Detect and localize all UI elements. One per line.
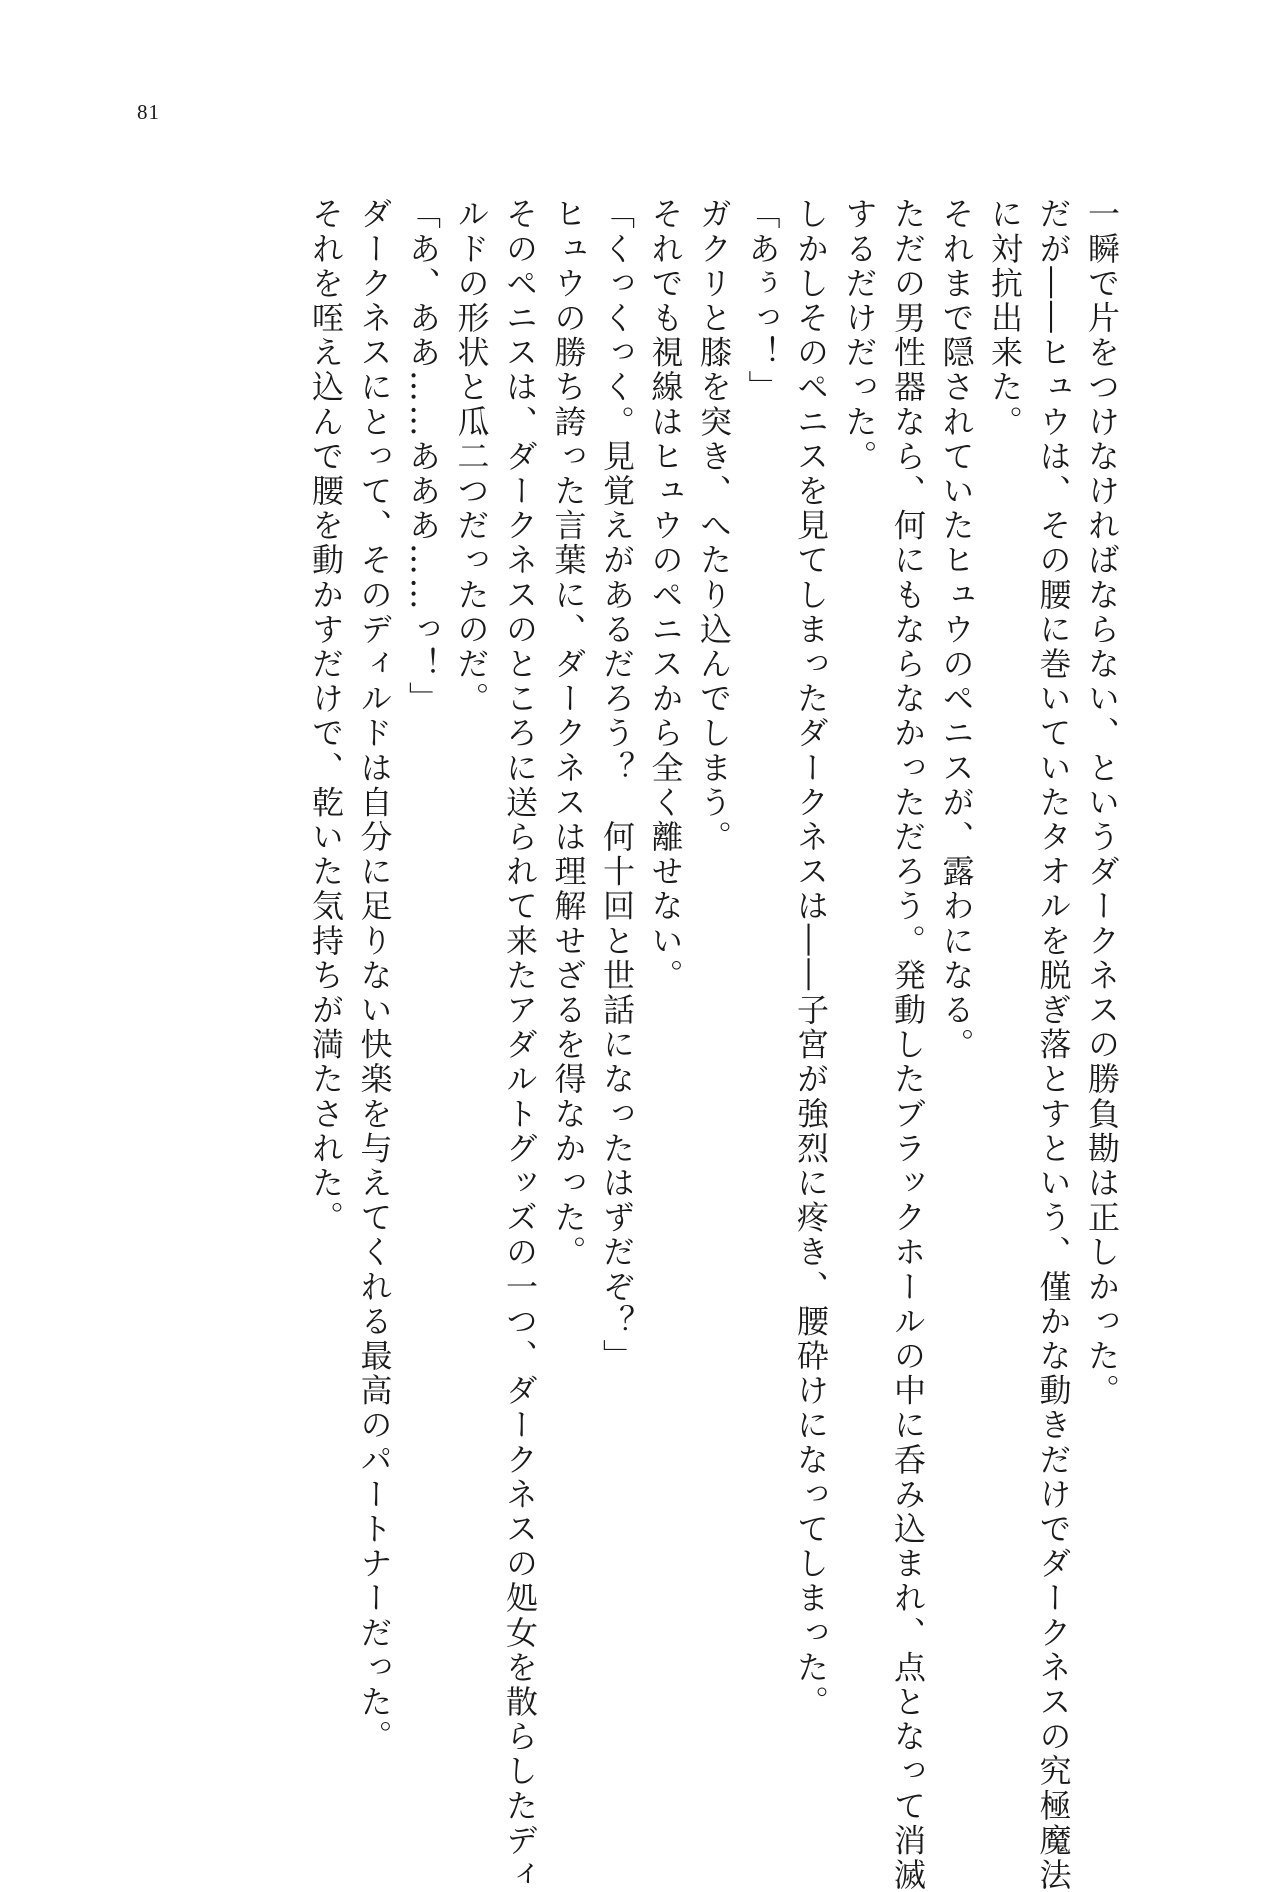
text-line: しかしそのペニスを見てしまったダークネスは――子宮が強烈に疼き、腰砕けになってしまった。 <box>792 197 830 1720</box>
text-line: それでも視線はヒュウのペニスから全く離せない。 <box>646 197 685 993</box>
text-line: ダークネスにとって、そのディルドは自分に足りない快楽を与えてくれる最高のパートナーだった。 <box>355 197 394 1754</box>
text-line: 一瞬で片をつけなければならない、というダークネスの勝負勘は正しかった。 <box>1083 197 1121 1408</box>
text-line: それを咥え込んで腰を動かすだけで、乾いた気持ちが満たされた。 <box>307 197 345 1235</box>
text-line: 「あぅっ！」 <box>743 197 782 405</box>
text-line: に対抗出来た。 <box>986 197 1024 440</box>
text-line: 「くっくっく。見覚えがあるだろう？ 何十回と世話になったはずだぞ？」 <box>598 197 636 1374</box>
text-line: ヒュウの勝ち誇った言葉に、ダークネスは理解せざるを得なかった。 <box>549 197 588 1270</box>
text-line: ガクリと膝を突き、へたり込んでしまう。 <box>695 197 733 855</box>
text-line: ルドの形状と瓜二つだったのだ。 <box>452 197 491 716</box>
text-line: 「あ、ああ……あああ……っ！」 <box>404 197 442 716</box>
text-line: それまで隠されていたヒュウのペニスが、露わになる。 <box>937 197 976 1062</box>
text-line: するだけだった。 <box>840 197 879 474</box>
novel-text-body <box>302 197 1127 1892</box>
text-line: そのペニスは、ダークネスのところに送られて来たアダルトグッズの一つ、ダークネスの処女を散らしたディ <box>501 197 539 1892</box>
text-line: だが――ヒュウは、その腰に巻いていたタオルを脱ぎ落とすという、僅かな動きだけでダークネスの究極魔法 <box>1034 197 1073 1892</box>
page-number: 81 <box>137 100 160 124</box>
text-line: ただの男性器なら、何にもならなかっただろう。発動したブラックホールの中に呑み込まれ、点となって消滅 <box>889 197 927 1892</box>
